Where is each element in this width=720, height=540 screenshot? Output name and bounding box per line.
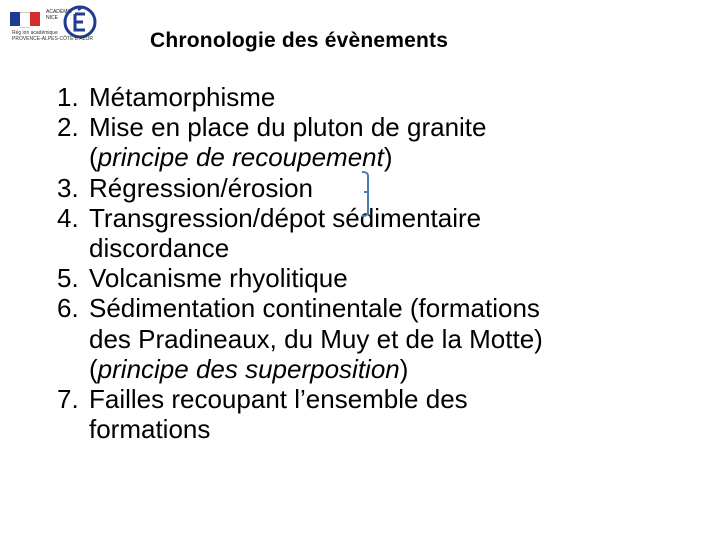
item-text: Volcanisme rhyolitique [89,263,348,294]
events-list [57,82,707,444]
academie-logo [6,4,98,44]
item-continuation: discordance [89,233,230,264]
item-number: 3. [57,172,79,203]
item-number: 4. [57,202,79,233]
text-cursor-icon [356,170,372,218]
item-number: 2. [57,112,79,143]
list-item [57,203,707,263]
page-title: Chronologie des évènements [150,29,449,52]
item-number: 7. [57,384,79,415]
item-text: Régression/érosion [89,172,314,203]
item-text: Mise en place du pluton de granite [89,112,487,143]
logo-word-top: ACADÉMIE [46,9,73,15]
list-item [57,82,707,112]
item-text: Métamorphisme [89,82,276,112]
item-number: 1. [57,82,79,112]
item-continuation: formations [89,414,211,445]
item-number: 5. [57,263,79,294]
list-item [57,384,707,444]
item-text: Failles recoupant l’ensemble des [89,384,468,415]
french-flag-icon [10,12,40,26]
logo-word-bottom: NICE [46,15,58,21]
item-note: (principe de recoupement) [89,142,393,173]
list-item [57,293,707,384]
logo-region-line1: Rég ion académique [12,30,58,36]
item-number: 6. [57,293,79,324]
list-item [57,173,707,203]
item-continuation: des Pradineaux, du Muy et de la Motte) [89,323,543,354]
list-item [57,112,707,172]
item-note: (principe des superposition) [89,353,409,384]
item-text: Sédimentation continentale (formations [89,293,540,324]
academie-e-icon [62,4,98,40]
item-text: Transgression/dépot sédimentaire [89,202,482,233]
list-item [57,263,707,293]
logo-region-line2: PROVENCE-ALPES-CÔTE D'AZUR [12,36,93,42]
